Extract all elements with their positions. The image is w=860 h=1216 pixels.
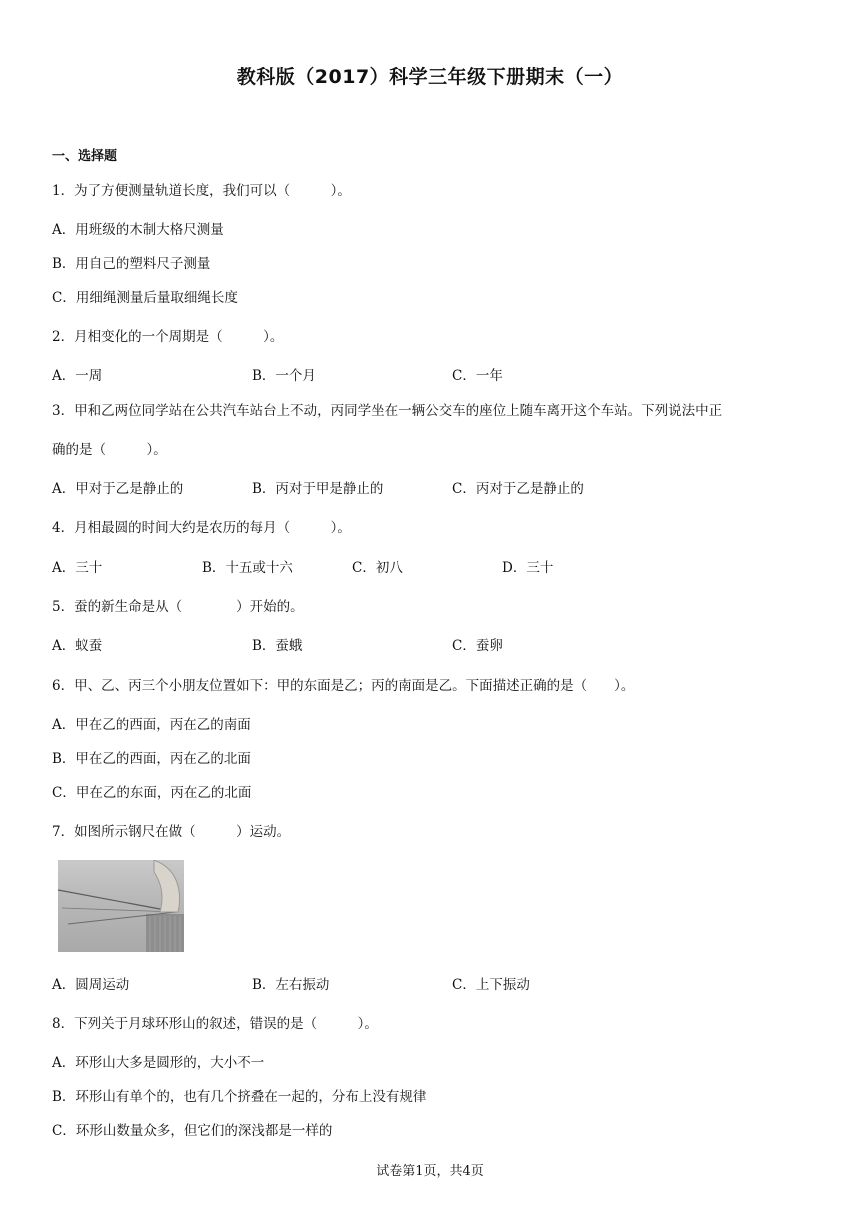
q7-option-a[interactable]: A．圆周运动 (52, 977, 130, 993)
q4-option-a[interactable]: A．三十 (52, 560, 103, 576)
steel-ruler-photo (58, 860, 184, 952)
q8-option-a[interactable]: A．环形山大多是圆形的，大小不一 (52, 1055, 265, 1071)
question-4: 4．月相最圆的时间大约是农历的每月（ ）。 (52, 520, 351, 536)
q3-option-b[interactable]: B．丙对于甲是静止的 (252, 481, 384, 497)
section-heading: 一、选择题 (52, 149, 118, 164)
q6-option-c[interactable]: C．甲在乙的东面，丙在乙的北面 (52, 785, 252, 801)
q1-option-b[interactable]: B．用自己的塑料尺子测量 (52, 256, 211, 272)
q7-option-b[interactable]: B．左右振动 (252, 977, 330, 993)
q2-option-b[interactable]: B．一个月 (252, 368, 316, 384)
q7-option-c[interactable]: C．上下振动 (452, 977, 530, 993)
question-7: 7．如图所示钢尺在做（ ）运动。 (52, 824, 291, 840)
q3-option-a[interactable]: A．甲对于乙是静止的 (52, 481, 184, 497)
q4-option-d[interactable]: D．三十 (502, 560, 554, 576)
q4-option-b[interactable]: B．十五或十六 (202, 560, 293, 576)
q8-option-c[interactable]: C．环形山数量众多，但它们的深浅都是一样的 (52, 1123, 333, 1139)
q3-option-c[interactable]: C．丙对于乙是静止的 (452, 481, 584, 497)
question-3-line-2: 确的是（ ）。 (52, 442, 167, 458)
question-8: 8．下列关于月球环形山的叙述，错误的是（ ）。 (52, 1016, 378, 1032)
q7-options-row (52, 973, 812, 993)
q5-option-c[interactable]: C．蚕卵 (452, 638, 503, 654)
q5-options-row (52, 634, 812, 654)
q6-option-a[interactable]: A．甲在乙的西面，丙在乙的南面 (52, 717, 251, 733)
question-5: 5．蚕的新生命是从（ ）开始的。 (52, 599, 304, 615)
q3-options-row (52, 477, 812, 497)
q4-option-c[interactable]: C．初八 (352, 560, 403, 576)
page-number-footer: 试卷第1页，共4页 (376, 1164, 484, 1179)
q2-option-a[interactable]: A．一周 (52, 368, 103, 384)
q1-option-a[interactable]: A．用班级的木制大格尺测量 (52, 222, 224, 238)
question-3-line-1: 3．甲和乙两位同学站在公共汽车站台上不动，丙同学坐在一辆公交车的座位上随车离开这个车站。下列说法中正 (52, 403, 723, 419)
q5-option-b[interactable]: B．蚕蛾 (252, 638, 303, 654)
q8-option-b[interactable]: B．环形山有单个的，也有几个挤叠在一起的，分布上没有规律 (52, 1089, 427, 1105)
q2-options-row (52, 364, 812, 384)
q4-options-row (52, 556, 812, 576)
question-6: 6．甲、乙、丙三个小朋友位置如下：甲的东面是乙；丙的南面是乙。下面描述正确的是（ ）。 (52, 678, 635, 694)
question-1: 1．为了方便测量轨道长度，我们可以（ ）。 (52, 183, 351, 199)
steel-ruler-illustration (58, 860, 184, 952)
question-2: 2．月相变化的一个周期是（ ）。 (52, 329, 284, 345)
q5-option-a[interactable]: A．蚁蚕 (52, 638, 103, 654)
q2-option-c[interactable]: C．一年 (452, 368, 503, 384)
q1-option-c[interactable]: C．用细绳测量后量取细绳长度 (52, 290, 238, 306)
page-title: 教科版（2017）科学三年级下册期末（一） (236, 66, 624, 88)
q6-option-b[interactable]: B．甲在乙的西面，丙在乙的北面 (52, 751, 251, 767)
